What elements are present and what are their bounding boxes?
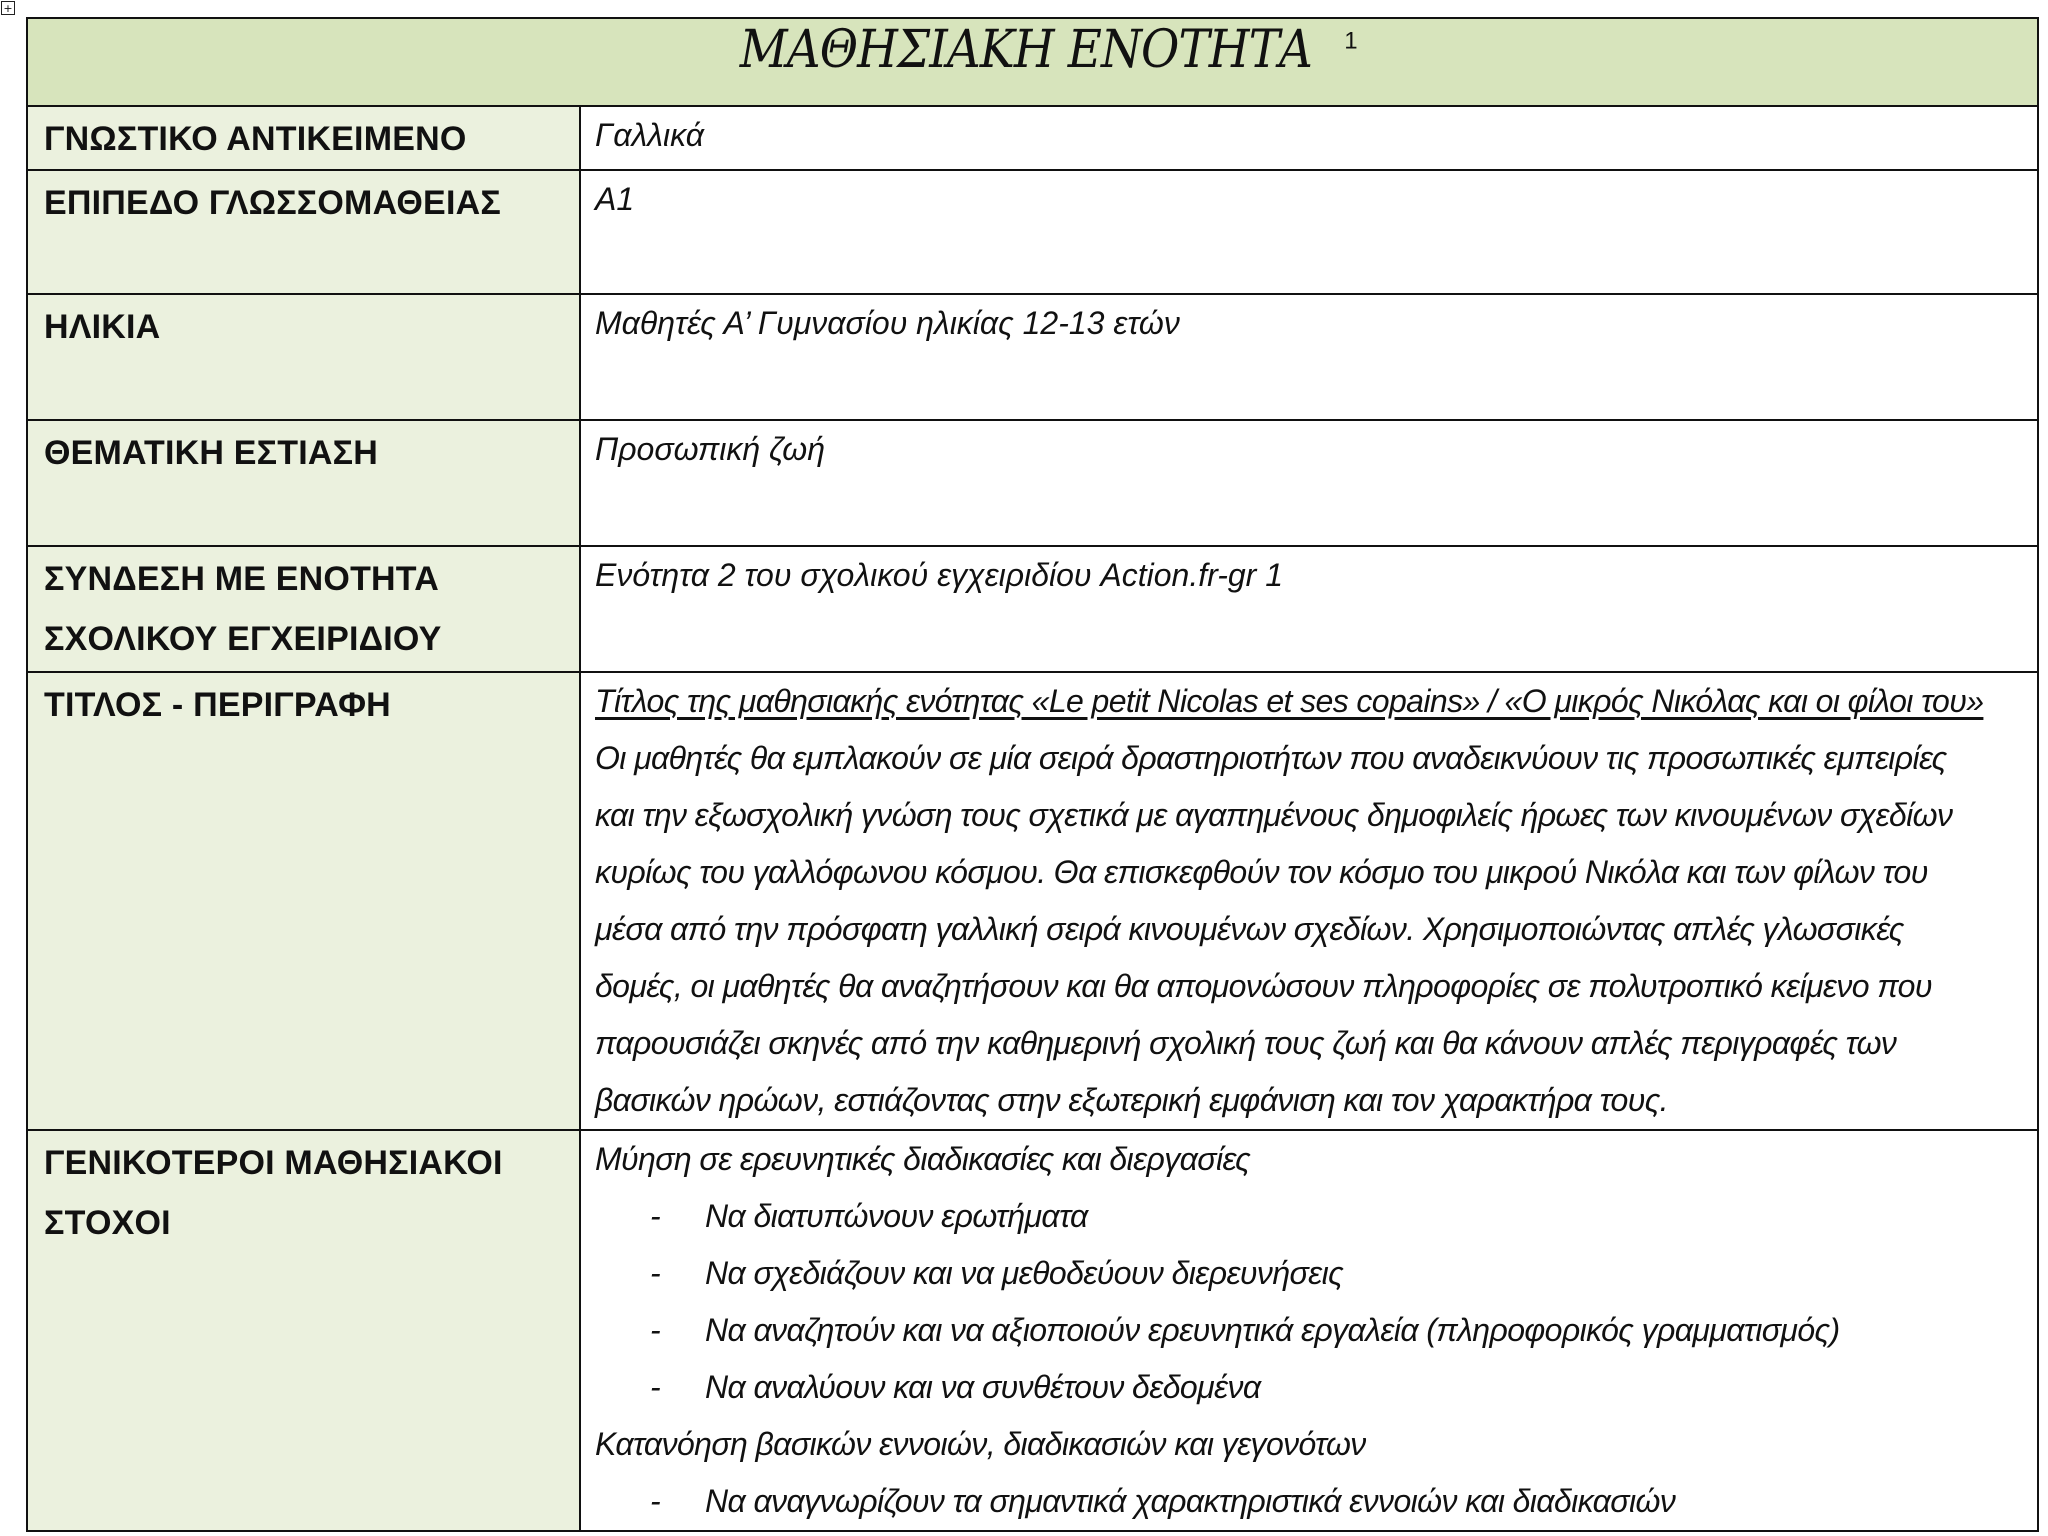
row-value-title-description [580, 672, 2038, 1130]
list-dash: - [650, 1312, 661, 1348]
list-dash: - [650, 1198, 661, 1234]
row-label-language-level: ΕΠΙΠΕΔΟ ΓΛΩΣΣΟΜΑΘΕΙΑΣ [27, 170, 580, 294]
description-line: παρουσιάζει σκηνές από την καθημερινή σχολική τους ζωή και θα κάνουν απλές περιγραφές των [595, 1025, 1897, 1061]
list-item-text: Να διατυπώνουν ερωτήματα [705, 1198, 1088, 1234]
list-item-text: Να αναλύουν και να συνθέτουν δεδομένα [705, 1369, 1261, 1405]
list-item [595, 1245, 2023, 1302]
list-item [595, 1473, 2023, 1530]
row-value-general-objectives [580, 1130, 2038, 1531]
row-label-thematic-focus: ΘΕΜΑΤΙΚΗ ΕΣΤΙΑΣΗ [27, 420, 580, 546]
table-row [27, 546, 2038, 672]
row-label-general-objectives [27, 1130, 580, 1531]
unit-title-line: Τίτλος της μαθησιακής ενότητας «Le petit Nicolas et ses copains» / «Ο μικρός Νικόλας και οι φίλοι του» [595, 683, 1984, 719]
description-line: βασικών ηρώων, εστιάζοντας στην εξωτερική εμφάνιση και τον χαρακτήρα τους. [595, 1082, 1668, 1118]
list-dash: - [650, 1483, 661, 1519]
row-label-textbook-link-line1: ΣΥΝΔΕΣΗ ΜΕ ΕΝΟΤΗΤΑ [44, 560, 439, 598]
table-row [27, 1130, 2038, 1531]
row-label-general-objectives-line2: ΣΤΟΧΟΙ [44, 1204, 171, 1242]
table-row [27, 420, 2038, 546]
table-anchor-handle[interactable]: + [1, 1, 15, 15]
description-line: και την εξωσχολική γνώση τους σχετικά με αγαπημένους δημοφιλείς ήρωες των κινουμένων σχεδίων [595, 797, 1953, 833]
list-item [595, 1188, 2023, 1245]
row-label-textbook-link [27, 546, 580, 672]
row-label-subject: ΓΝΩΣΤΙΚΟ ΑΝΤΙΚΕΙΜΕΝΟ [27, 106, 580, 170]
title-cell [27, 18, 2038, 106]
objectives-group-heading: Κατανόηση βασικών εννοιών, διαδικασιών και γεγονότων [595, 1426, 1366, 1462]
description-line: Οι μαθητές θα εμπλακούν σε μία σειρά δραστηριοτήτων που αναδεικνύουν τις προσωπικές εμπειρίες [595, 740, 1947, 776]
row-label-textbook-link-line2: ΣΧΟΛΙΚΟΥ ΕΓΧΕΙΡΙΔΙΟΥ [44, 620, 442, 658]
list-dash: - [650, 1369, 661, 1405]
row-label-title-description: ΤΙΤΛΟΣ - ΠΕΡΙΓΡΑΦΗ [27, 672, 580, 1130]
description-line: κυρίως του γαλλόφωνου κόσμου. Θα επισκεφθούν τον κόσμο του μικρού Νικόλα και των φίλων του [595, 854, 1928, 890]
title-footnote-ref: 1 [1344, 27, 1357, 55]
list-item-text: Να σχεδιάζουν και να μεθοδεύουν διερευνήσεις [705, 1255, 1344, 1291]
list-item [595, 1302, 2023, 1359]
row-value-age: Μαθητές Α’ Γυμνασίου ηλικίας 12-13 ετών [580, 294, 2038, 420]
row-label-general-objectives-line1: ΓΕΝΙΚΟΤΕΡΟΙ ΜΑΘΗΣΙΑΚΟΙ [44, 1144, 503, 1182]
table-row [27, 672, 2038, 1130]
row-value-language-level: Α1 [580, 170, 2038, 294]
table-row [27, 294, 2038, 420]
list-item-text: Να αναζητούν και να αξιοποιούν ερευνητικά εργαλεία (πληροφορικός γραμματισμός) [705, 1312, 1840, 1348]
row-value-thematic-focus: Προσωπική ζωή [580, 420, 2038, 546]
list-item [595, 1359, 2023, 1416]
row-value-subject: Γαλλικά [580, 106, 2038, 170]
document-title: ΜΑΘΗΣΙΑΚΗ ΕΝΟΤΗΤΑ [740, 20, 1313, 80]
list-item-text: Να αναγνωρίζουν τα σημαντικά χαρακτηριστικά εννοιών και διαδικασιών [705, 1483, 1676, 1519]
table-row [27, 106, 2038, 170]
description-line: μέσα από την πρόσφατη γαλλική σειρά κινουμένων σχεδίων. Χρησιμοποιώντας απλές γλωσσικές [595, 911, 1904, 947]
list-dash: - [650, 1255, 661, 1291]
row-label-age: ΗΛΙΚΙΑ [27, 294, 580, 420]
lesson-unit-table [26, 17, 2039, 1532]
row-value-textbook-link: Ενότητα 2 του σχολικού εγχειριδίου Action.fr-gr 1 [580, 546, 2038, 672]
table-row [27, 170, 2038, 294]
title-row [27, 18, 2038, 106]
objectives-group-heading: Μύηση σε ερευνητικές διαδικασίες και διεργασίες [595, 1141, 1251, 1177]
description-line: δομές, οι μαθητές θα αναζητήσουν και θα απομονώσουν πληροφορίες σε πολυτροπικό κείμενο που [595, 968, 1932, 1004]
